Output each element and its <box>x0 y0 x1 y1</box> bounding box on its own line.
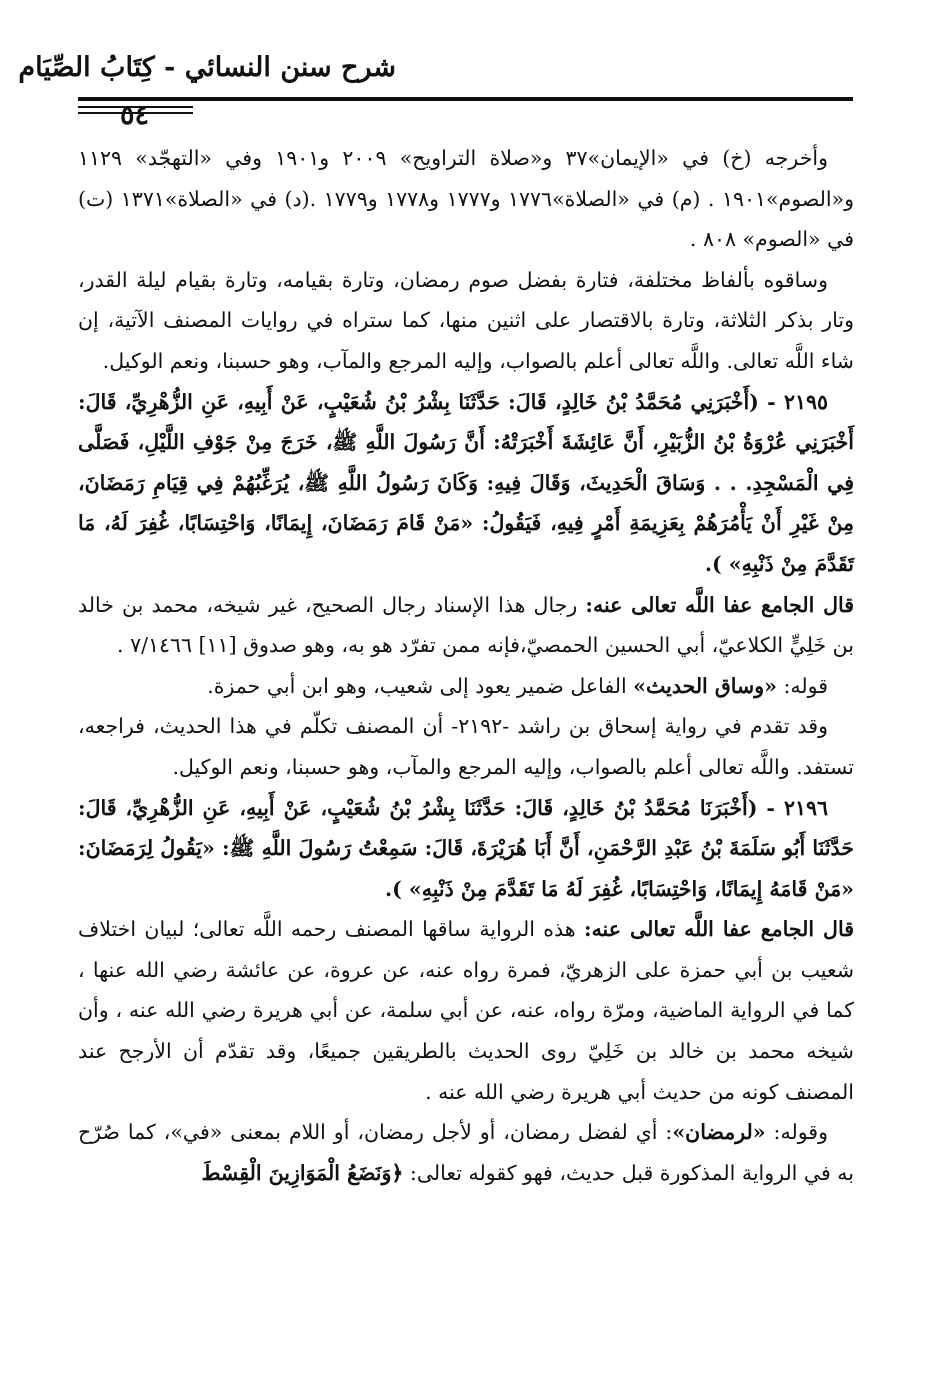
page-number: ٥٤ <box>120 100 150 131</box>
ramadan-text: : أي لفضل رمضان، أو لأجل رمضان، أو اللام بمعنى «في»، كما صُرّح به في الرواية المذكورة قبل حديث، فهو كقوله تعالى: <box>78 1120 854 1185</box>
ramadan-lead: وقوله: <box>765 1120 828 1145</box>
page-body <box>78 138 854 1193</box>
running-header-title: شرح سنن النسائي - كِتَابُ الصِّيَام <box>18 52 396 83</box>
paragraph-compiler-note <box>78 585 854 666</box>
explanation-lead: قوله: <box>776 673 828 698</box>
paragraph-ramadan <box>78 1112 854 1193</box>
quoted-phrase: «لرمضان» <box>672 1120 766 1145</box>
paragraph-takhrij: وأخرجه (خ) في «الإيمان»٣٧ و«صلاة التراويح» ٢٠٠٩ و١٩٠١ وفي «التهجّد» ١١٢٩ و«الصوم»١٩٠١ . (م) في «الصلاة»١٧٧٦ و١٧٧٧ و١٧٧٨ و١٧٧٩ .(د) في «الصلاة»١٣٧١ (ت) في «الصوم» ٨٠٨ . <box>78 146 854 252</box>
compiler-note-text: هذه الرواية ساقها المصنف رحمه اللَّه تعالى؛ لبيان اختلاف شعيب بن أبي حمزة على الزهريّ، فمرة رواه عنه، عن عروة، عن عائشة رضي الله عنها ، كما في الرواية الماضية، ومرّة رواه، عنه، عن أبي سلمة، عن أبي هريرة رضي الله عنه ، وأن شيخه محمد بن خالد بن خَلِيّ روى الحديث بالطريقين جميعًا، وقد تقدّم أن الأرجح عند المصنف كونه من حديث أبي هريرة رضي الله عنه . <box>78 917 854 1104</box>
explanation-text: الفاعل ضمير يعود إلى شعيب، وهو ابن أبي حمزة. <box>207 673 634 698</box>
compiler-label: قال الجامع عفا اللَّه تعالى عنه: <box>584 917 854 942</box>
hadith-2196: ٢١٩٦ - (أَخْبَرَنَا مُحَمَّدُ بْنُ خَالِدٍ، قَالَ: حَدَّثَنَا بِشْرُ بْنُ شُعَيْبٍ، عَنْ أَبِيهِ، عَنِ الزُّهْرِيِّ، قَالَ: حَدَّثَنَا أَبُو سَلَمَةَ بْنُ عَبْدِ الرَّحْمَنِ، أَنَّ أَبَا هُرَيْرَةَ، قَالَ: سَمِعْتُ رَسُولَ اللَّهِ ﷺ: «يَقُولُ لِرَمَضَانَ: «مَنْ قَامَهُ إِيمَانًا، وَاحْتِسَابًا، غُفِرَ لَهُ مَا تَقَدَّمَ مِنْ ذَنْبِهِ» ). <box>78 795 854 901</box>
paragraph-reference: وقد تقدم في رواية إسحاق بن راشد -٢١٩٢- أن المصنف تكلّم في هذا الحديث، فراجعه، تستفد. واللَّه تعالى أعلم بالصواب، وإليه المرجع والمآب، وهو حسبنا، ونعم الوكيل. <box>78 714 854 779</box>
hadith-2195: ٢١٩٥ - (أَخْبَرَنِي مُحَمَّدُ بْنُ خَالِدٍ، قَالَ: حَدَّثَنَا بِشْرُ بْنُ شُعَيْبٍ، عَنْ أَبِيهِ، عَنِ الزُّهْرِيِّ، قَالَ: أَخْبَرَنِي عُرْوَةُ بْنُ الزُّبَيْرِ، أَنَّ عَائِشَةَ أَخْبَرَتْهُ: أَنَّ رَسُولَ اللَّهِ ﷺ، خَرَجَ مِنْ جَوْفِ اللَّيْلِ، فَصَلَّى فِي الْمَسْجِدِ. . . وَسَاقَ الْحَدِيثَ، وَقَالَ فِيهِ: وَكَانَ رَسُولُ اللَّهِ ﷺ، يُرَغِّبُهُمْ فِي قِيَامِ رَمَضَانَ، مِنْ غَيْرِ أَنْ يَأْمُرَهُمْ بِعَزِيمَةِ أَمْرٍ فِيهِ، فَيَقُولُ: «مَنْ قَامَ رَمَضَانَ، إِيمَانًا، وَاحْتِسَابًا، غُفِرَ لَهُ، مَا تَقَدَّمَ مِنْ ذَنْبِهِ» ). <box>78 389 854 576</box>
compiler-note-text: رجال هذا الإسناد رجال الصحيح، غير شيخه، محمد بن خالد بن خَلِيٍّ الكلاعيّ، أبي الحسين الحمصيّ،فإنه ممن تفرّد هو به، وهو صدوق [١١] ٧/١٤٦٦ . <box>78 592 854 658</box>
quran-quote: ﴿وَنَضَعُ الْمَوَازِينَ الْقِسْطَ <box>201 1160 404 1185</box>
paragraph-explanation <box>78 666 854 707</box>
paragraph-commentary: وساقوه بألفاظ مختلفة، فتارة بفضل صوم رمضان، وتارة بقيامه، وتارة بقيام ليلة القدر، وتار بذكر الثلاثة، وتارة بالاقتصار على اثنين منها، كما ستراه في روايات المصنف الآتية، إن شاء اللَّه تعالى. واللَّه تعالى أعلم بالصواب، وإليه المرجع والمآب، وهو حسبنا، ونعم الوكيل. <box>78 267 854 373</box>
header-rule <box>78 97 853 101</box>
compiler-label: قال الجامع عفا اللَّه تعالى عنه: <box>585 592 855 617</box>
paragraph-compiler-note-2 <box>78 909 854 1112</box>
quoted-phrase: «وساق الحديث» <box>633 673 777 698</box>
